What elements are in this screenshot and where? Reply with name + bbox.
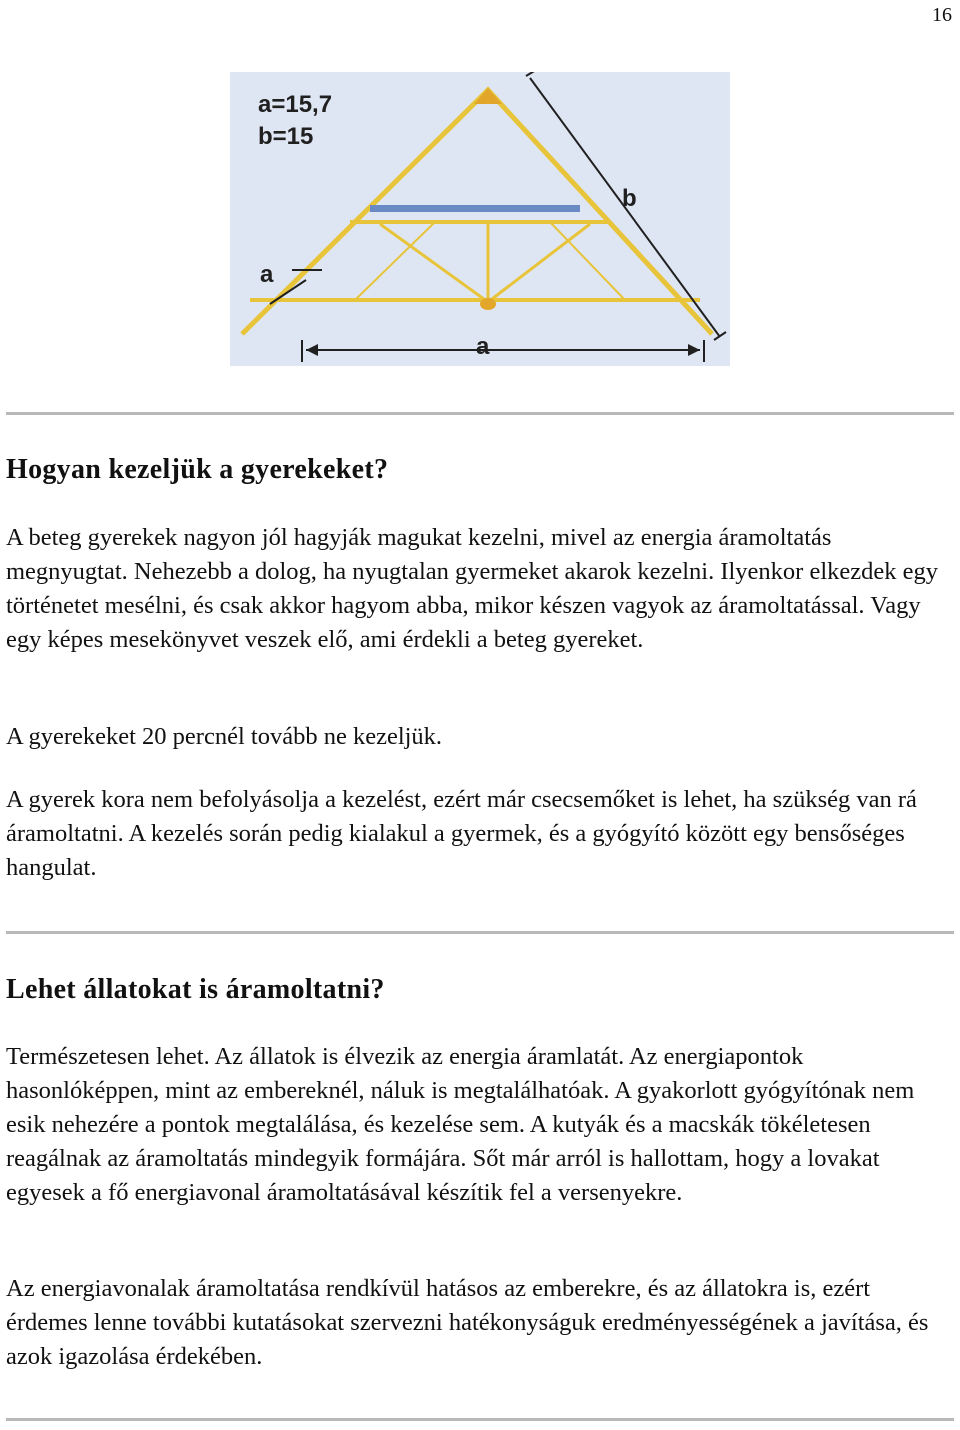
page-number: 16 [932, 4, 952, 26]
divider-top [6, 412, 954, 415]
legend-b: b=15 [258, 123, 314, 150]
label-b: b [622, 185, 637, 212]
section2-paragraph-1: Természetesen lehet. Az állatok is élvezik az energia áramlatát. Az energiapontok hasonlóképpen, mint az embereknél, náluk is megtalálhatóak. A gyakorlott gyógyítónak nem esik nehezére a pontok megtalálása, és kezelése sem. A kutyák és a macskák tökéletesen reagálnak az áramoltatás mindegyik formájára. Sőt már arról is hallottam, hogy a lovakat egyesek a fő energiavonal áramoltatásával készítik fel a versenyekre. [6, 1043, 915, 1206]
section1-paragraph-3: A gyerek kora nem befolyásolja a kezelést, ezért már csecsemőket is lehet, ha szükség van rá áramoltatni. A kezelés során pedig kialakul a gyermek, és a gyógyító között egy bensőséges hangulat. [6, 786, 917, 881]
legend-a: a=15,7 [258, 91, 333, 118]
section1-heading: Hogyan kezeljük a gyerekeket? [6, 454, 389, 485]
label-a-bottom: a [476, 333, 490, 360]
section1-paragraph-2: A gyerekeket 20 percnél tovább ne kezeljük. [6, 723, 443, 750]
section2-heading: Lehet állatokat is áramoltatni? [6, 974, 385, 1005]
pyramid-figure [230, 72, 730, 366]
section2-paragraph-2: Az energiavonalak áramoltatása rendkívül hatásos az emberekre, és az állatokra is, ezért érdemes lenne további kutatásokat szervezni hatékonyságuk eredményességének a javítása, és azok igazolása érdekében. [6, 1275, 929, 1370]
center-point [480, 298, 496, 310]
pyramid-diagram [230, 72, 730, 366]
section1-paragraph-1: A beteg gyerekek nagyon jól hagyják magukat kezelni, mivel az energia áramoltatás megnyugtat. Nehezebb a dolog, ha nyugtalan gyermeket akarok kezelni. Ilyenkor elkezdek egy történetet mesélni, és csak akkor hagyom abba, mikor készen vagyok az áramoltatással. Vagy egy képes mesekönyvet veszek elő, ami érdekli a beteg gyereket. [6, 524, 938, 653]
divider-middle [6, 931, 954, 934]
divider-bottom [6, 1418, 954, 1421]
label-a-side: a [260, 261, 274, 288]
shelf-shadow [370, 205, 580, 212]
